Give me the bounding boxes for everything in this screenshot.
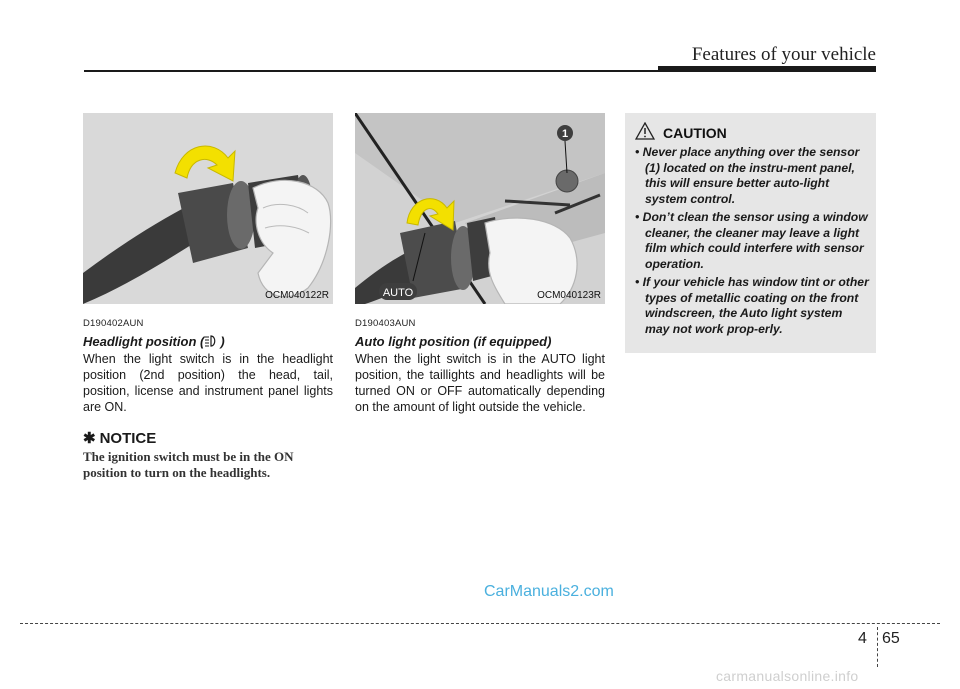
caution-list (631, 145, 869, 340)
caution-title: CAUTION (663, 124, 727, 141)
section-subhead: Auto light position (if equipped) (355, 334, 552, 349)
auto-light-description: When the light switch is in the AUTO light position, the taillights and headlights will be turned ON or OFF automatically depending on the amount of light outside the vehicle. (355, 352, 605, 414)
caution-item: • If your vehicle has window tint or other types of metallic coating on the front windscreen, the Auto light system may not work prop-erly. (631, 275, 869, 337)
header-rule-accent (658, 66, 876, 72)
subhead-prefix: Headlight position ( (83, 334, 205, 349)
headlight-description: When the light switch is in the headlight position (2nd position) the head, tail, position, license and instrument panel lights are ON. (83, 352, 333, 414)
caution-box (625, 113, 876, 353)
auto-label: AUTO (382, 287, 414, 299)
headlight-switch-illustration (83, 113, 333, 304)
headlight-icon (204, 334, 220, 349)
caution-item: • Don’t clean the sensor using a window cleaner, the cleaner may leave a light film which could interfere with sensor operation. (631, 210, 869, 272)
auto-light-illustration (355, 113, 605, 304)
chapter-number: 4 (858, 630, 867, 647)
section-title: Features of your vehicle (691, 44, 876, 65)
site-watermark: carmanualsonline.info (716, 668, 859, 684)
figure-auto-light (355, 113, 605, 304)
footer-page-divider (877, 627, 878, 667)
reference-code: D190403AUN (355, 318, 416, 329)
headlight-section (83, 318, 333, 481)
footer-divider (20, 623, 940, 624)
page-number: 65 (882, 630, 900, 647)
notice-icon: ✱ (83, 430, 96, 447)
header-rule (84, 70, 664, 72)
subhead-suffix: ) (220, 334, 225, 349)
watermark-link[interactable]: CarManuals2.com (484, 583, 614, 600)
figure-headlight-switch (83, 113, 333, 304)
notice-heading (83, 429, 333, 447)
reference-code: D190402AUN (83, 318, 144, 329)
caution-item: • Never place anything over the sensor (1) located on the instru-ment panel, this will ensure better auto-light system control. (631, 145, 869, 207)
notice-text: The ignition switch must be in the ON position to turn on the headlights. (83, 449, 294, 480)
warning-triangle-icon (635, 122, 655, 143)
notice-title: NOTICE (99, 429, 157, 447)
caution-heading (635, 122, 727, 143)
callout-1: 1 (561, 128, 569, 140)
figure-code: OCM040123R (537, 290, 601, 301)
section-subhead (83, 334, 333, 349)
figure-code: OCM040122R (265, 290, 329, 301)
auto-light-section (355, 318, 605, 415)
